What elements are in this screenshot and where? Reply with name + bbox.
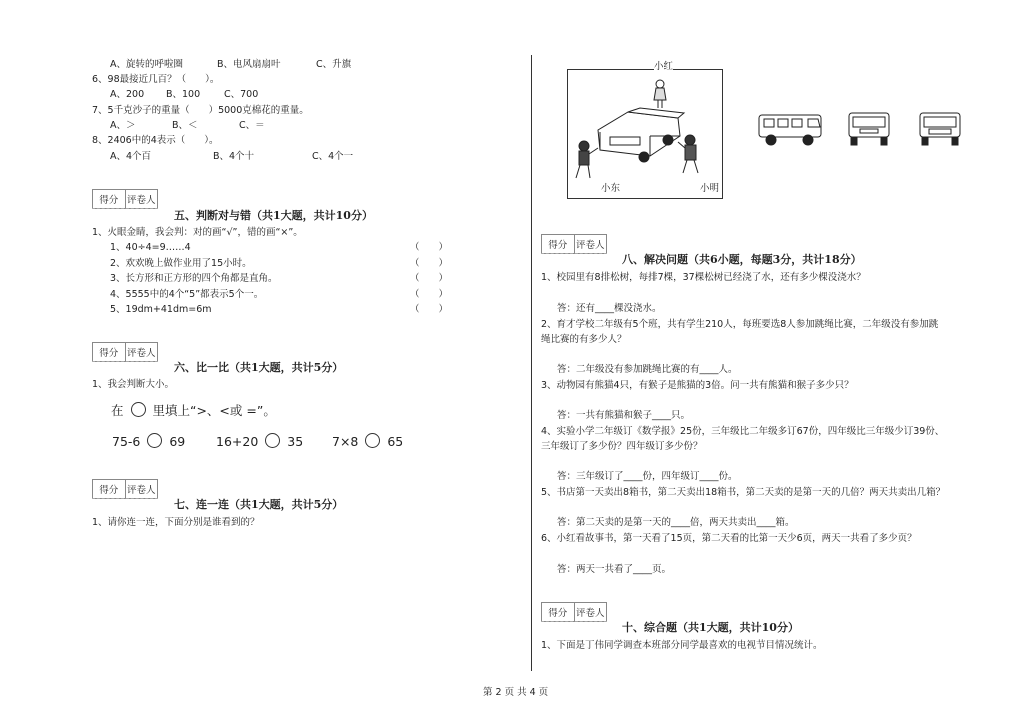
compare-item-3: [332, 433, 403, 449]
problem-6: 6、小红看故事书，第一天看了15页，第二天看的比第一天少6页，两天一共看了多少页？: [541, 533, 917, 544]
grader-label: 评卷人: [125, 343, 158, 361]
score-box-section10: [541, 602, 607, 622]
score-label: 得分: [99, 485, 119, 496]
judge-item-2: 2、欢欢晚上做作业用了15小时。: [110, 258, 252, 269]
q8-option-a: A、4个百: [110, 151, 152, 162]
score-label: 得分: [548, 240, 568, 251]
q5-option-a: A、旋转的呼啦圈: [110, 59, 183, 70]
section6-intro: 1、我会判断大小。: [92, 379, 175, 390]
vehicle-front-view: [917, 108, 963, 148]
answer-6[interactable]: 答：两天一共看了____页。: [557, 564, 672, 575]
score-label: 得分: [548, 608, 568, 619]
judge-item-5: 5、19dm+41dm=6m: [110, 304, 212, 315]
vehicle-side-view: [756, 112, 826, 148]
problem-4-line1: 4、实验小学二年级订《数学报》25份，三年级比二年级多订67份，四年级比三年级少订39份、: [541, 426, 945, 437]
problem-2-line2: 绳比赛的有多少人？: [541, 334, 627, 345]
compare-circle-input[interactable]: [365, 433, 380, 448]
q5-option-b: B、电风扇扇叶: [217, 59, 281, 70]
score-divider: [92, 208, 158, 209]
answer-3[interactable]: 答：一共有熊猫和猴子____只。: [557, 410, 691, 421]
q5-option-c: C、升旗: [316, 59, 352, 70]
judge-item-1: 1、40÷4=9……4: [110, 242, 191, 253]
problem-4-line2: 三年级订了多少份？四年级订多少份？: [541, 441, 703, 452]
grader-label: 评卷人: [125, 190, 158, 208]
score-label: 得分: [99, 195, 119, 206]
problem-1: 1、校园里有8排松树，每排7棵，37棵松树已经浇了水，还有多少棵没浇水？: [541, 272, 866, 283]
grader-label: 评卷人: [574, 603, 607, 621]
q7-option-a: A、＞: [110, 120, 136, 131]
score-box-section5: [92, 189, 158, 209]
section10-title: 十、综合题（共1大题，共计10分）: [622, 621, 799, 634]
grader-label: 评卷人: [574, 235, 607, 253]
answer-paren-3[interactable]: （ ）: [410, 273, 449, 284]
score-divider: [92, 361, 158, 362]
figure-label-xiaoming: 小明: [700, 183, 720, 194]
answer-4[interactable]: 答：三年级订了____份，四年级订____份。: [557, 471, 738, 482]
q6-text: 6、98最接近几百？（ ）。: [92, 74, 220, 85]
page-number: 第 2 页 共 4 页: [483, 687, 549, 698]
section5-intro: 1、火眼金睛，我会判：对的画“√”，错的画“×”。: [92, 227, 303, 238]
car-observation-figure: [567, 69, 723, 199]
answer-5[interactable]: 答：第二天卖的是第一天的____倍，两天共卖出____箱。: [557, 517, 795, 528]
column-divider: [531, 55, 532, 671]
compare-left: 16+20: [216, 434, 259, 449]
q8-text: 8、2406中的4表示（ ）。: [92, 135, 219, 146]
answer-paren-5[interactable]: （ ）: [410, 304, 449, 315]
q6-option-b: B、100: [166, 89, 201, 100]
score-box-section6: [92, 342, 158, 362]
q7-text: 7、5千克沙子的重量（ ）5000克棉花的重量。: [92, 105, 309, 116]
instruction-suffix: 里填上“>、<或 =”。: [152, 403, 276, 418]
section7-intro: 1、请你连一连，下面分别是谁看到的？: [92, 517, 260, 528]
compare-item-1: [112, 433, 185, 449]
compare-right: 65: [387, 434, 404, 449]
score-divider: [92, 498, 158, 499]
judge-item-3: 3、长方形和正方形的四个角都是直角。: [110, 273, 278, 284]
section5-title: 五、判断对与错（共1大题，共计10分）: [174, 209, 373, 222]
q7-option-c: C、＝: [239, 120, 265, 131]
figure-label-xiaohong: 小红: [654, 61, 674, 72]
answer-paren-4[interactable]: （ ）: [410, 289, 449, 300]
compare-circle-input[interactable]: [265, 433, 280, 448]
car-and-kids-illustration: [568, 70, 722, 198]
score-box-section7: [92, 479, 158, 499]
compare-item-2: [216, 433, 303, 449]
instruction-prefix: 在: [111, 403, 124, 418]
answer-2[interactable]: 答：二年级没有参加跳绳比赛的有____人。: [557, 364, 738, 375]
q8-option-b: B、4个十: [213, 151, 255, 162]
figure-label-xiaodong: 小东: [601, 183, 621, 194]
q8-option-c: C、4个一: [312, 151, 354, 162]
score-divider: [541, 253, 607, 254]
section6-title: 六、比一比（共1大题，共计5分）: [174, 361, 344, 374]
answer-paren-2[interactable]: （ ）: [410, 258, 449, 269]
compare-instruction: [111, 401, 276, 419]
score-label: 得分: [99, 348, 119, 359]
grader-label: 评卷人: [125, 480, 158, 498]
problem-2-line1: 2、育才学校二年级有5个班，共有学生210人，每班要选8人参加跳绳比赛，二年级没有参加跳: [541, 319, 939, 330]
section10-intro: 1、下面是丁伟同学调查本班部分同学最喜欢的电视节目情况统计。: [541, 640, 823, 651]
compare-left: 7×8: [332, 434, 359, 449]
q7-option-b: B、＜: [172, 120, 198, 131]
answer-1[interactable]: 答：还有____棵没浇水。: [557, 303, 662, 314]
problem-5: 5、书店第一天卖出8箱书，第二天卖出18箱书，第二天卖的是第一天的几倍？两天共卖出几箱？: [541, 487, 946, 498]
answer-paren-1[interactable]: （ ）: [410, 242, 449, 253]
score-box-section8: [541, 234, 607, 254]
q6-option-c: C、700: [224, 89, 259, 100]
q6-option-a: A、200: [110, 89, 145, 100]
score-divider: [541, 621, 607, 622]
section7-title: 七、连一连（共1大题，共计5分）: [174, 498, 344, 511]
judge-item-4: 4、5555中的4个“5”都表示5个一。: [110, 289, 264, 300]
problem-3: 3、动物园有熊猫4只，有猴子是熊猫的3倍。问一共有熊猫和猴子多少只？: [541, 380, 854, 391]
compare-right: 69: [169, 434, 186, 449]
circle-icon: [131, 402, 146, 417]
vehicle-rear-view: [846, 108, 892, 148]
section8-title: 八、解决问题（共6小题，每题3分，共计18分）: [622, 253, 862, 266]
compare-circle-input[interactable]: [147, 433, 162, 448]
compare-left: 75-6: [112, 434, 141, 449]
compare-right: 35: [287, 434, 304, 449]
